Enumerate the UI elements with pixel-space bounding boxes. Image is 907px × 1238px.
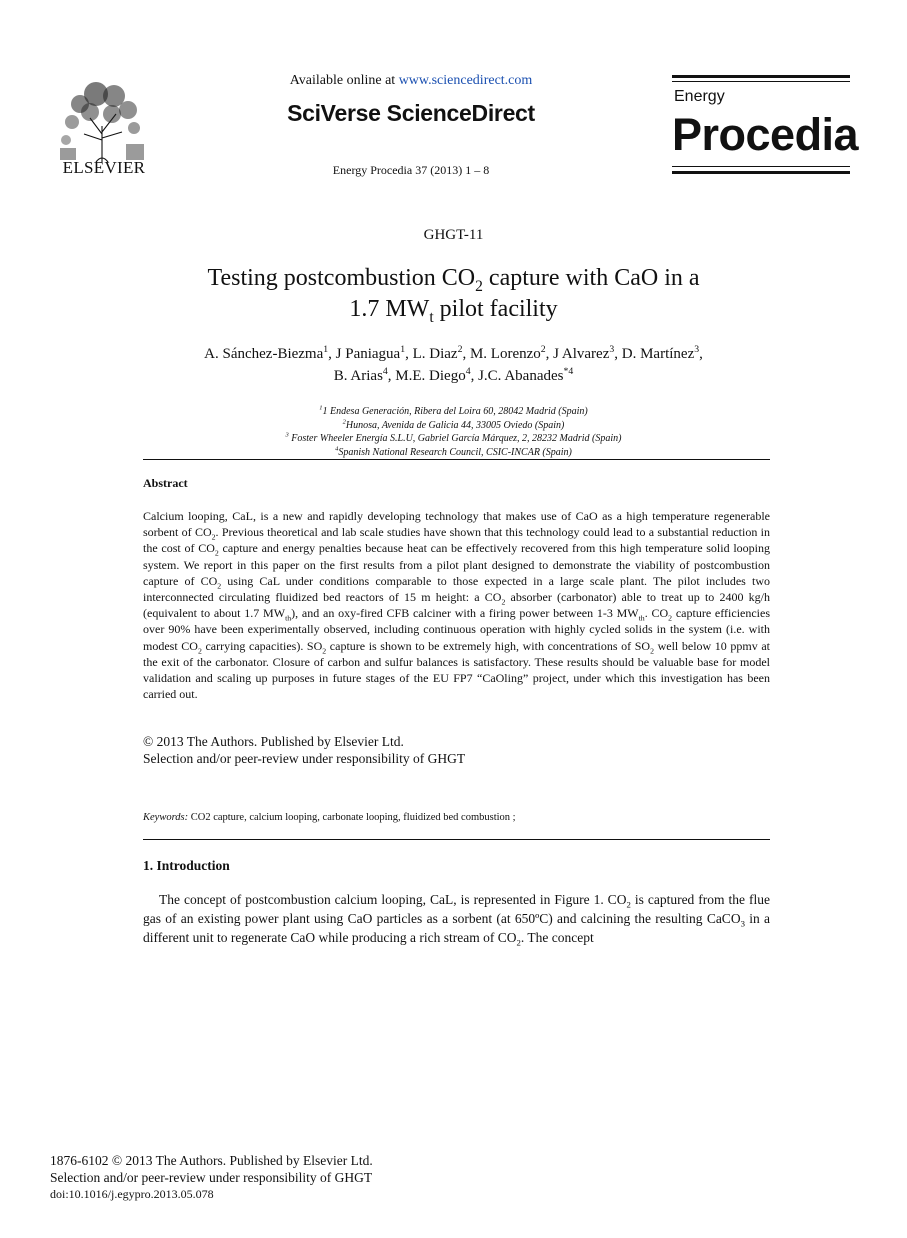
author: A. Sánchez-Biezma$^1$, bbox=[204, 344, 336, 362]
title-text: capture with CaO in a bbox=[482, 265, 700, 291]
title-subscript: t bbox=[429, 308, 434, 326]
author: J.C. Abanades$^{*4}$ bbox=[478, 366, 574, 384]
copyright-line: © 2013 The Authors. Published by Elsevier Ltd. bbox=[143, 734, 404, 749]
sciencedirect-link[interactable]: www.sciencedirect.com bbox=[398, 73, 533, 88]
journal-logo-rule bbox=[672, 171, 850, 174]
journal-logo-rule bbox=[672, 81, 850, 82]
sciverse-sciencedirect-logo: SciVerse ScienceDirect bbox=[287, 100, 535, 126]
journal-logo-energy: Energy bbox=[674, 88, 725, 105]
author-list bbox=[100, 343, 807, 387]
elsevier-tree-logo bbox=[56, 74, 148, 164]
title-text: 1.7 MW bbox=[349, 296, 430, 322]
footer-doi[interactable]: doi:10.1016/j.egypro.2013.05.078 bbox=[50, 1187, 214, 1201]
keywords bbox=[143, 812, 770, 823]
affiliation: $^3$ Foster Wheeler Energía S.L.U, Gabriel García Márquez, 2, 28232 Madrid (Spain) bbox=[285, 431, 622, 444]
author: M.E. Diego$^4$, bbox=[395, 366, 479, 384]
paper-title bbox=[100, 263, 807, 325]
journal-reference: Energy Procedia 37 (2013) 1 – 8 bbox=[332, 163, 490, 177]
abstract-text: Calcium looping, CaL, is a new and rapidly developing technology that makes use of CaO as a high temperature regenerable sorbent of $CO_2$. Previous theoretical and lab scale studies have shown that this technology could lead to a substantial reduction in the cost of $CO_2$ capture and energy penalties because heat can be effectively recovered from this high temperature solid looping system. We report in this paper on the first results from a pilot plant designed to demonstrate the viability of postcombustion capture of $CO_2$ using CaL under conditions comparable to those expected in a large scale plant. The pilot includes two interconnected circulating fluidized bed reactors of 15 m height: a $CO_2$ absorber (carbonator) able to treat up to 2400 kg/h (equivalent to about 1.7 $MW_{th}$), and an oxy-fired CFB calciner with a firing power between 1-3 $MW_{th}$. $CO_2$ capture efficiencies over 90% have been experimentally observed, including continuous operation with highly cycled solids in the system (i.e. with modest $CO_2$ carrying capacities). $SO_2$ capture is shown to be extremely high, with concentrations of $SO_2$ well below 10 ppmv at the exit of the carbonator. Closure of carbon and sulfur balances is satisfactory. These results should be valuable base for model validation and scaling up purposes in future stages of the EU FP7 “CaOling” project, under which this investigation has been carried out. bbox=[143, 509, 771, 702]
introduction-text: The concept of postcombustion calcium looping, CaL, is represented in Figure 1. $CO_2$ is captured from the flue gas of an existing power plant using CaO particles as a sorbent (at 650ºC) and calcining the resulting CaCO$_3$ in a different unit to regenerate CaO while producing a rich stream of $CO_2$. The concept bbox=[143, 892, 771, 948]
footer-peer-review: Selection and/or peer-review under responsibility of GHGT bbox=[50, 1170, 373, 1185]
title-text: pilot facility bbox=[433, 296, 558, 322]
elsevier-wordmark: ELSEVIER bbox=[62, 158, 146, 177]
copyright-notice bbox=[143, 733, 770, 767]
author: J Alvarez$^3$, bbox=[553, 344, 622, 362]
keywords-text: CO2 capture, calcium looping, carbonate looping, fluidized bed combustion ; bbox=[188, 812, 516, 823]
abstract-heading: Abstract bbox=[143, 476, 188, 490]
conference-name: GHGT-11 bbox=[423, 227, 484, 243]
affiliation: $^1$1 Endesa Generación, Ribera del Loira 60, 28042 Madrid (Spain) bbox=[319, 404, 588, 417]
affiliation: $^2$Hunosa, Avenida de Galicia 44, 33005 Oviedo (Spain) bbox=[342, 418, 565, 431]
title-subscript: 2 bbox=[475, 277, 483, 295]
author: L. Diaz$^2$, bbox=[412, 344, 470, 362]
journal-logo-rule bbox=[672, 75, 850, 78]
journal-logo-procedia: Procedia bbox=[672, 109, 859, 160]
author: D. Martínez$^3$, bbox=[621, 344, 703, 362]
available-online-line bbox=[256, 73, 566, 89]
affiliation: $^4$Spanish National Research Council, CSIC-INCAR (Spain) bbox=[335, 445, 572, 458]
section-divider bbox=[143, 839, 770, 840]
footer-issn-copyright: 1876-6102 © 2013 The Authors. Published by Elsevier Ltd. bbox=[50, 1153, 373, 1168]
affiliation-list bbox=[150, 405, 757, 459]
peer-review-line: Selection and/or peer-review under responsibility of GHGT bbox=[143, 751, 466, 766]
section-divider bbox=[143, 459, 770, 460]
available-prefix: Available online at bbox=[289, 73, 399, 88]
introduction-heading: 1. Introduction bbox=[143, 858, 230, 873]
journal-logo-rule bbox=[672, 166, 850, 167]
author: B. Arias$^4$, bbox=[333, 366, 396, 384]
keywords-label: Keywords: bbox=[143, 812, 189, 823]
author: J Paniagua$^1$, bbox=[335, 344, 413, 362]
author: M. Lorenzo$^2$, bbox=[469, 344, 554, 362]
title-text: Testing postcombustion CO bbox=[207, 265, 476, 291]
page-footer bbox=[50, 1152, 550, 1203]
